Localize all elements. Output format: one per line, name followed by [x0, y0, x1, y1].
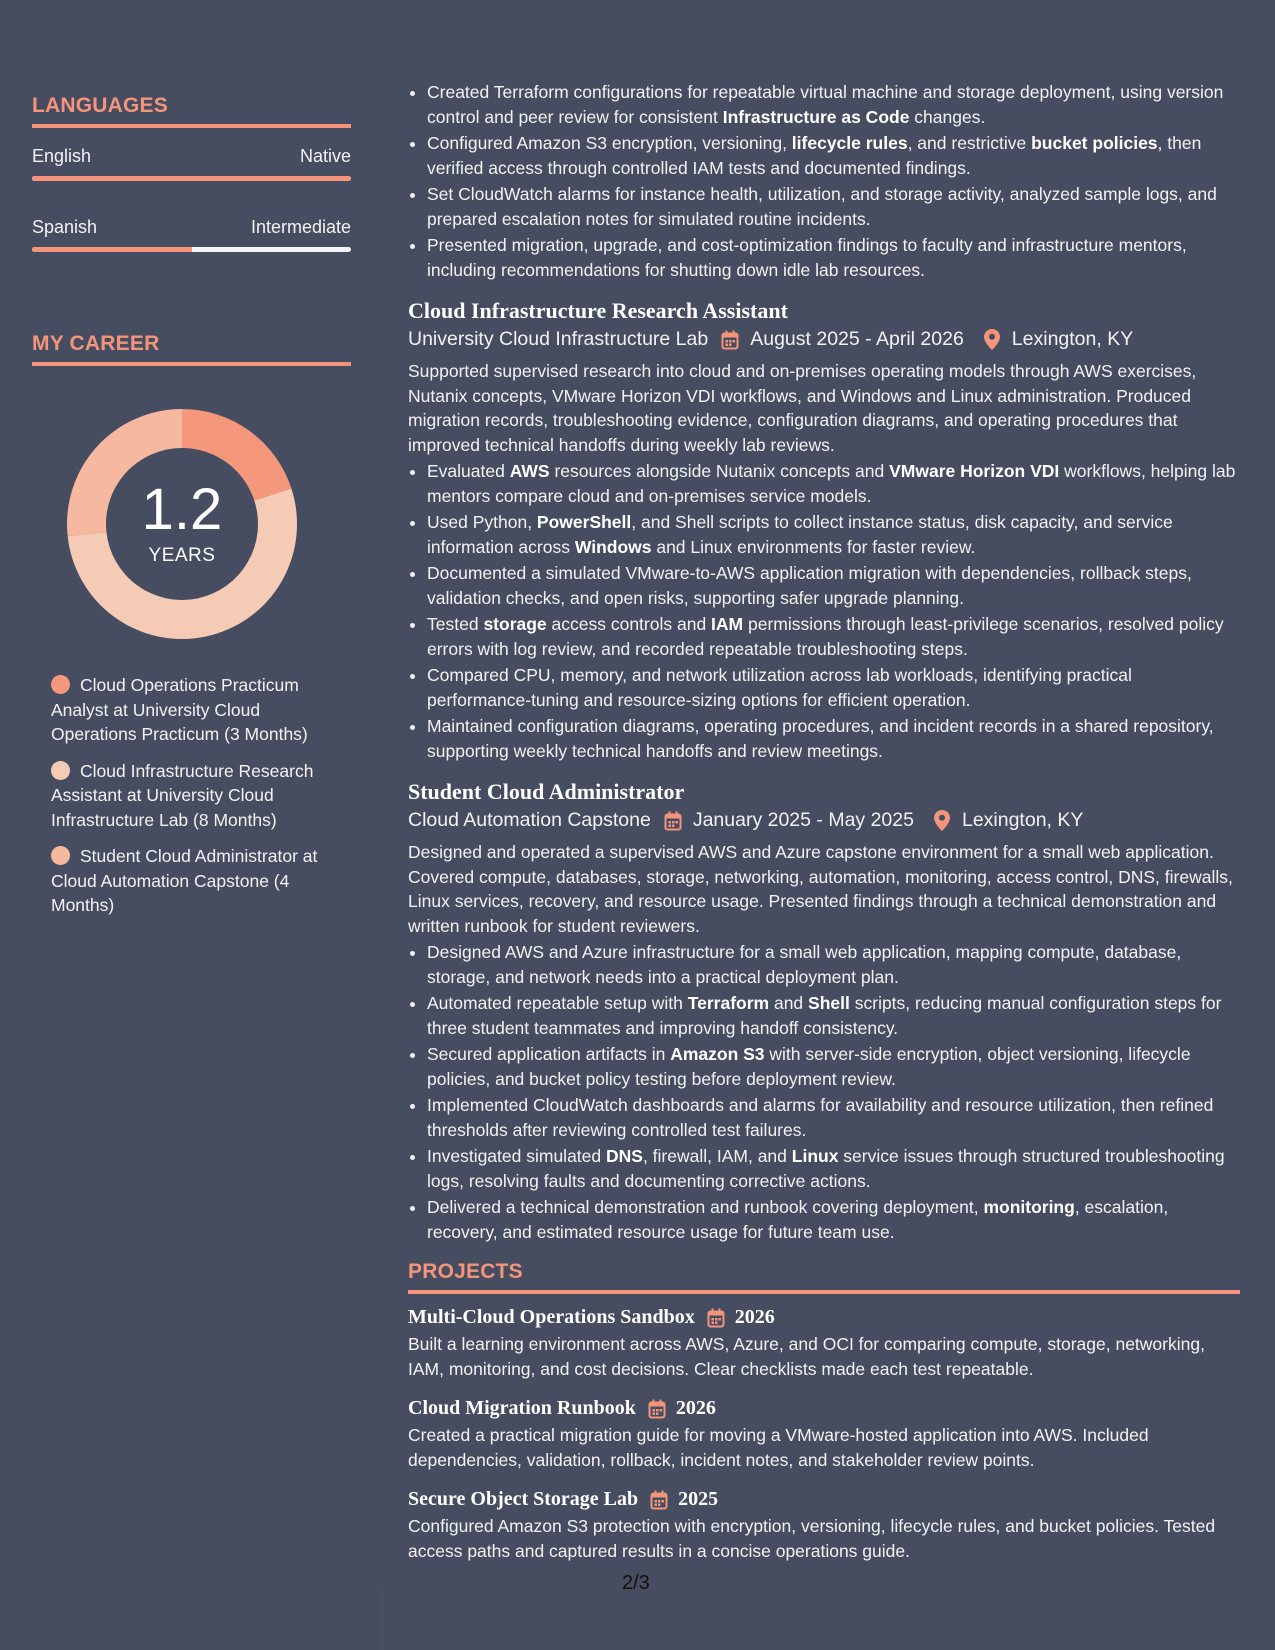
- bullet-item: [427, 1093, 1240, 1142]
- job-location: Lexington, KY: [1011, 328, 1134, 350]
- bullet-text: Compared CPU, memory, and network utilization across lab workloads, identifying practical performance-tuning and resource-sizing options for efficient operation.: [427, 665, 1132, 710]
- career-section: [32, 332, 351, 918]
- job-title: Student Cloud Administrator: [408, 779, 685, 804]
- bullet-text: , firewall, IAM, and: [642, 1146, 792, 1166]
- bullet-item: [427, 459, 1240, 508]
- job-meta: [408, 809, 1240, 832]
- bullet-keyword: PowerShell: [536, 512, 632, 532]
- career-legend: [51, 673, 326, 918]
- bullet-keyword: Shell: [808, 993, 850, 1013]
- project-item: [408, 1306, 1240, 1381]
- career-legend-item: [51, 673, 326, 747]
- language-level-bar: [32, 247, 351, 252]
- project-title: Secure Object Storage Lab: [408, 1488, 639, 1510]
- career-legend-item: [51, 844, 326, 918]
- job-organization: Cloud Automation Capstone: [408, 809, 651, 831]
- languages-heading: LANGUAGES: [32, 94, 351, 128]
- page-number: 2/3: [622, 1572, 650, 1594]
- language-level-bar: [32, 176, 351, 181]
- bullet-keyword: VMware Horizon VDI: [889, 461, 1060, 481]
- career-donut-label: [67, 409, 297, 567]
- legend-label: Cloud Infrastructure Research Assistant at University Cloud Infrastructure Lab (8 Months): [51, 760, 314, 830]
- legend-dot-icon: [51, 761, 70, 780]
- project-year: 2026: [734, 1306, 775, 1328]
- job-meta: [408, 328, 1240, 351]
- bullet-text: Maintained configuration diagrams, operating procedures, and incident records in a shared repository, supporting weekly technical handoffs and review meetings.: [427, 716, 1214, 761]
- language-item: [32, 146, 351, 181]
- project-list: [408, 1306, 1240, 1563]
- map-pin-icon: [932, 810, 952, 832]
- calendar-icon: [720, 329, 740, 351]
- job-entry: [408, 298, 1240, 763]
- bullet-text: , and Shell scripts to collect instance status, disk capacity, and service information across: [427, 512, 1173, 557]
- calendar-icon: [663, 810, 683, 832]
- column-divider: [382, 1590, 383, 1650]
- calendar-icon: [707, 1307, 727, 1329]
- bullet-item: [427, 991, 1240, 1040]
- bullet-item: [427, 663, 1240, 712]
- job-title: Cloud Infrastructure Research Assistant: [408, 298, 788, 323]
- legend-label: Student Cloud Administrator at Cloud Automation Capstone (4 Months): [51, 846, 318, 915]
- projects-section: [408, 1260, 1240, 1563]
- job-dates: August 2025 - April 2026: [750, 328, 964, 350]
- bullet-text: scripts, reducing manual configuration steps for three student teammates and improving handoff consistency.: [427, 993, 1222, 1038]
- bullet-keyword: Terraform: [687, 993, 770, 1013]
- legend-label: Cloud Operations Practicum Analyst at University Cloud Operations Practicum (3 Months): [51, 675, 308, 744]
- bullet-text: Presented migration, upgrade, and cost-optimization findings to faculty and infrastructure mentors, including recommendations for shutting down idle lab resources.: [427, 235, 1187, 280]
- main-content: [408, 80, 1240, 1579]
- bullet-text: and: [769, 993, 809, 1013]
- language-level-fill: [32, 247, 192, 252]
- bullet-item: [427, 561, 1240, 610]
- bullet-keyword: Windows: [574, 536, 652, 557]
- bullet-text: and Linux environments for faster review.: [651, 536, 976, 557]
- bullet-text: permissions through least-privilege scenarios, resolved policy errors with log review, and recorded repeatable troubleshooting steps.: [427, 614, 1224, 659]
- bullet-item: [427, 1195, 1240, 1244]
- project-description: Configured Amazon S3 protection with encryption, versioning, lifecycle rules, and bucket policies. Tested access paths and captured results in a concise operations guide.: [408, 1516, 1216, 1561]
- project-year: 2025: [678, 1488, 719, 1510]
- language-list: [32, 146, 351, 252]
- project-title: Multi-Cloud Operations Sandbox: [408, 1306, 695, 1328]
- project-description: Created a practical migration guide for moving a VMware-hosted application into AWS. Included dependencies, validation, rollback, incident notes, and stakeholder review points.: [408, 1425, 1149, 1470]
- bullet-item: [427, 612, 1240, 661]
- language-name: English: [32, 146, 92, 166]
- bullet-text: Documented a simulated VMware-to-AWS application migration with dependencies, rollback steps, validation checks, and open risks, supporting safer upgrade planning.: [427, 563, 1192, 608]
- legend-dot-icon: [51, 675, 70, 694]
- project-title: Cloud Migration Runbook: [408, 1397, 636, 1419]
- bullet-keyword: IAM: [711, 614, 744, 634]
- previous-role-bullets: [408, 80, 1240, 282]
- career-donut-chart: [67, 409, 297, 639]
- bullet-item: [427, 131, 1240, 180]
- bullet-item: [427, 1144, 1240, 1193]
- bullet-keyword: Infrastructure as Code: [722, 106, 910, 127]
- job-bullets: [408, 459, 1240, 763]
- bullet-text: Designed AWS and Azure infrastructure for a small web application, mapping compute, database, storage, and network needs into a practical deployment plan.: [427, 942, 1182, 987]
- bullet-text: Automated repeatable setup with: [427, 993, 688, 1013]
- language-item: [32, 217, 351, 252]
- legend-dot-icon: [51, 846, 70, 865]
- bullet-text: Tested: [427, 614, 484, 634]
- career-heading: MY CAREER: [32, 332, 351, 366]
- bullet-item: [427, 1042, 1240, 1091]
- bullet-keyword: DNS: [606, 1146, 643, 1166]
- job-location: Lexington, KY: [961, 809, 1084, 831]
- bullet-text: Implemented CloudWatch dashboards and alarms for availability and resource utilization, then refined thresholds after reviewing controlled test failures.: [427, 1095, 1214, 1140]
- language-row: [32, 217, 351, 238]
- bullet-keyword: storage: [483, 614, 547, 634]
- job-description: Supported supervised research into cloud and on-premises operating models through AWS exercises, Nutanix concepts, VMware Horizon VDI workflows, and Windows and Linux administration. Produced migration records, troubleshooting evidence, configuration diagrams, and operating procedures that improved technical handoffs during weekly lab reviews.: [408, 361, 1197, 455]
- job-entry: [408, 779, 1240, 1244]
- job-description: Designed and operated a supervised AWS and Azure capstone environment for a small web application. Covered compute, databases, storage, networking, automation, monitoring, access control, DNS, firewalls, Linux services, recovery, and resource usage. Presented findings through a technical demonstration and written runbook for student reviewers.: [408, 842, 1233, 936]
- bullet-keyword: bucket policies: [1031, 133, 1158, 153]
- project-header: [408, 1397, 1240, 1420]
- bullet-item: [427, 714, 1240, 763]
- bullet-text: Secured application artifacts in: [427, 1044, 671, 1064]
- map-pin-icon: [982, 329, 1002, 351]
- bullet-keyword: Linux: [791, 1146, 839, 1166]
- language-name: Spanish: [32, 217, 98, 237]
- sidebar: [32, 94, 351, 930]
- language-row: [32, 146, 351, 167]
- bullet-text: workflows, helping lab mentors compare cloud and on-premises service models.: [427, 461, 1236, 506]
- bullet-keyword: Amazon S3: [670, 1044, 765, 1064]
- bullet-text: access controls and: [546, 614, 712, 634]
- bullet-text: changes.: [909, 106, 986, 127]
- bullet-item: [427, 510, 1240, 559]
- language-level-fill: [32, 176, 351, 181]
- language-level: Native: [299, 146, 351, 166]
- bullet-item: [427, 182, 1240, 231]
- job-dates: January 2025 - May 2025: [692, 809, 914, 831]
- bullet-text: service issues through structured troubleshooting logs, resolving faults and documenting corrective actions.: [427, 1146, 1225, 1191]
- languages-section: [32, 94, 351, 252]
- career-legend-item: [51, 759, 326, 833]
- bullet-keyword: monitoring: [983, 1197, 1075, 1217]
- projects-heading: PROJECTS: [408, 1260, 1240, 1294]
- project-header: [408, 1306, 1240, 1329]
- bullet-text: with server-side encryption, object versioning, lifecycle policies, and bucket policy testing before deployment review.: [427, 1044, 1191, 1089]
- bullet-text: Set CloudWatch alarms for instance health, utilization, and storage activity, analyzed sample logs, and prepared escalation notes for simulated routine incidents.: [427, 184, 1217, 229]
- experience-list: [408, 298, 1240, 1244]
- calendar-icon: [648, 1398, 668, 1420]
- bullet-text: Investigated simulated: [427, 1146, 606, 1166]
- project-header: [408, 1488, 1240, 1511]
- bullet-text: Used Python,: [427, 512, 537, 532]
- bullet-item: [427, 233, 1240, 282]
- project-item: [408, 1397, 1240, 1472]
- project-year: 2026: [675, 1397, 716, 1419]
- bullet-text: Evaluated: [427, 461, 510, 481]
- career-total-years: 1.2: [141, 477, 223, 542]
- bullet-item: [427, 940, 1240, 989]
- bullet-text: , then verified access through controlled IAM tests and documented findings.: [427, 133, 1202, 178]
- bullet-keyword: AWS: [509, 461, 550, 481]
- language-level: Intermediate: [250, 217, 351, 237]
- bullet-text: resources alongside Nutanix concepts and: [549, 461, 890, 481]
- bullet-text: , and restrictive: [907, 133, 1032, 153]
- project-item: [408, 1488, 1240, 1563]
- bullet-item: [427, 80, 1240, 129]
- career-total-unit: YEARS: [148, 545, 216, 566]
- bullet-text: Delivered a technical demonstration and runbook covering deployment,: [427, 1197, 984, 1217]
- job-bullets: [408, 940, 1240, 1244]
- bullet-text: Configured Amazon S3 encryption, versioning,: [427, 133, 792, 153]
- project-description: Built a learning environment across AWS, Azure, and OCI for comparing compute, storage, networking, IAM, monitoring, and cost decisions. Clear checklists made each test repeatable.: [408, 1334, 1205, 1379]
- job-organization: University Cloud Infrastructure Lab: [408, 328, 709, 350]
- bullet-text: , escalation, recovery, and estimated resource usage for future team use.: [427, 1197, 1169, 1242]
- calendar-icon: [650, 1489, 670, 1511]
- bullet-keyword: lifecycle rules: [791, 133, 908, 153]
- bullet-text: Created Terraform configurations for repeatable virtual machine and storage deployment, using version control and peer review for consistent: [427, 82, 1224, 127]
